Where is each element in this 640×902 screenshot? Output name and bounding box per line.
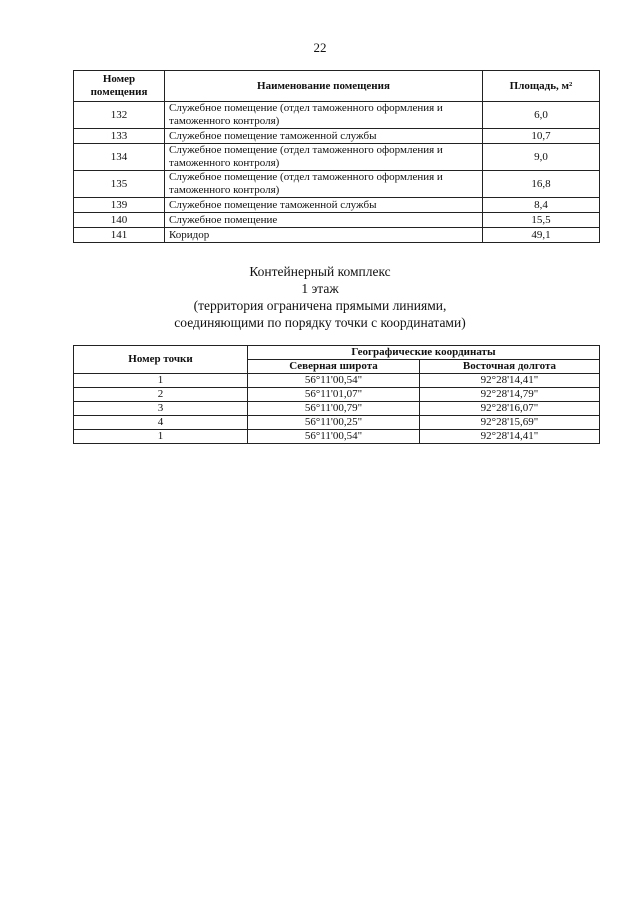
coordinates-header-row-1 xyxy=(74,346,600,360)
section-note-line-2: соединяющими по порядку точки с координатами) xyxy=(174,315,466,330)
table-row xyxy=(74,402,600,416)
room-name: Служебное помещение таможенной службы xyxy=(165,129,483,144)
table-row xyxy=(74,430,600,444)
rooms-table xyxy=(73,70,600,243)
room-name: Служебное помещение (отдел таможенного оформления и таможенного контроля) xyxy=(165,171,483,198)
table-row xyxy=(74,374,600,388)
point-number: 1 xyxy=(74,374,248,388)
room-area: 49,1 xyxy=(483,228,600,243)
room-name: Служебное помещение таможенной службы xyxy=(165,198,483,213)
latitude: 56°11'00,25" xyxy=(248,416,420,430)
longitude: 92°28'14,41" xyxy=(419,374,599,388)
header-area: Площадь, м² xyxy=(483,71,600,102)
page-number: 22 xyxy=(313,40,327,55)
room-number: 141 xyxy=(74,228,165,243)
room-area: 16,8 xyxy=(483,171,600,198)
room-name: Служебное помещение (отдел таможенного оформления и таможенного контроля) xyxy=(165,102,483,129)
latitude: 56°11'00,54" xyxy=(248,374,420,388)
table-row xyxy=(74,171,600,198)
room-area: 6,0 xyxy=(483,102,600,129)
longitude: 92°28'14,41" xyxy=(419,430,599,444)
table-row xyxy=(74,144,600,171)
header-room-name: Наименование помещения xyxy=(165,71,483,102)
header-point-number: Номер точки xyxy=(74,346,248,374)
room-name: Служебное помещение xyxy=(165,213,483,228)
section-heading xyxy=(0,263,640,331)
latitude: 56°11'01,07" xyxy=(248,388,420,402)
room-number: 134 xyxy=(74,144,165,171)
room-name: Служебное помещение (отдел таможенного оформления и таможенного контроля) xyxy=(165,144,483,171)
table-row xyxy=(74,416,600,430)
table-row xyxy=(74,213,600,228)
room-area: 15,5 xyxy=(483,213,600,228)
point-number: 1 xyxy=(74,430,248,444)
room-number: 133 xyxy=(74,129,165,144)
header-geo-coordinates: Географические координаты xyxy=(248,346,600,360)
table-row xyxy=(74,388,600,402)
point-number: 3 xyxy=(74,402,248,416)
coordinates-table xyxy=(73,345,600,444)
room-number: 132 xyxy=(74,102,165,129)
room-name: Коридор xyxy=(165,228,483,243)
table-row xyxy=(74,228,600,243)
point-number: 4 xyxy=(74,416,248,430)
rooms-table-header xyxy=(74,71,600,102)
header-longitude: Восточная долгота xyxy=(419,360,599,374)
room-area: 10,7 xyxy=(483,129,600,144)
header-room-number: Номер помещения xyxy=(74,71,165,102)
room-number: 139 xyxy=(74,198,165,213)
room-area: 9,0 xyxy=(483,144,600,171)
point-number: 2 xyxy=(74,388,248,402)
longitude: 92°28'15,69" xyxy=(419,416,599,430)
room-number: 140 xyxy=(74,213,165,228)
room-number: 135 xyxy=(74,171,165,198)
table-row xyxy=(74,198,600,213)
section-title: Контейнерный комплекс xyxy=(249,264,391,279)
header-latitude: Северная широта xyxy=(248,360,420,374)
table-row xyxy=(74,129,600,144)
section-note-line-1: (территория ограничена прямыми линиями, xyxy=(193,298,447,313)
section-floor: 1 этаж xyxy=(301,281,339,296)
longitude: 92°28'14,79" xyxy=(419,388,599,402)
table-row xyxy=(74,102,600,129)
latitude: 56°11'00,54" xyxy=(248,430,420,444)
room-area: 8,4 xyxy=(483,198,600,213)
longitude: 92°28'16,07" xyxy=(419,402,599,416)
latitude: 56°11'00,79" xyxy=(248,402,420,416)
